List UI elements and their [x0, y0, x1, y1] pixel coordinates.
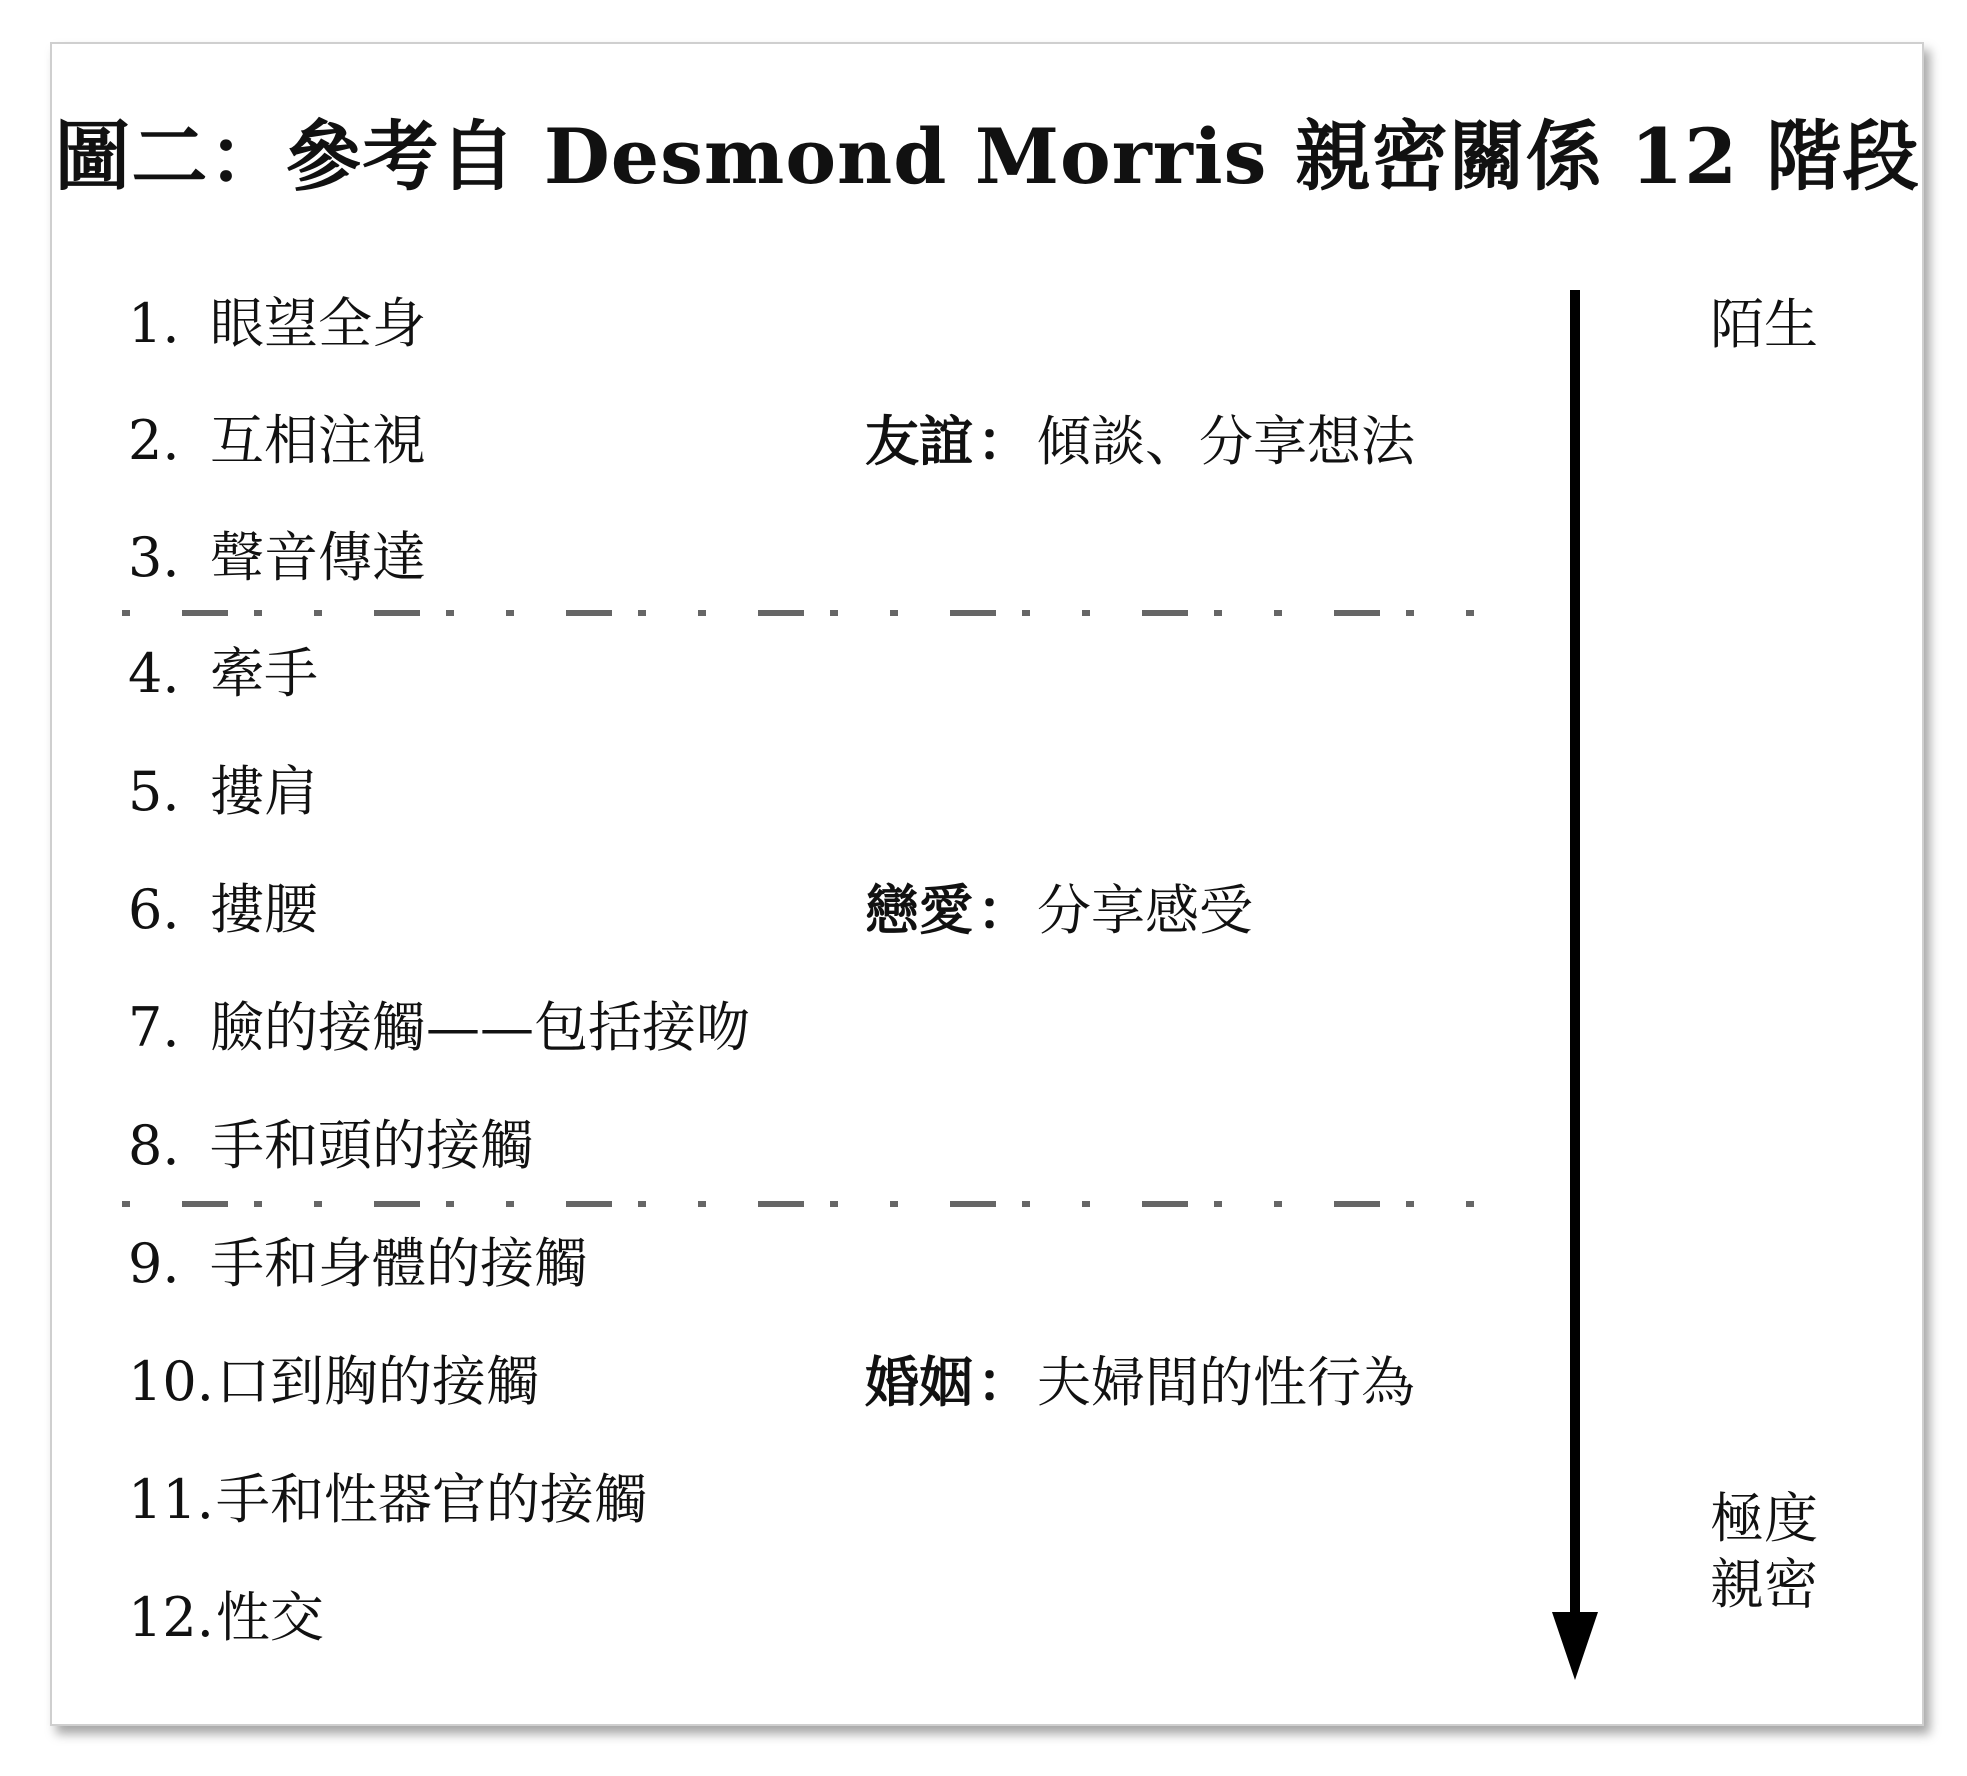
- stage-text: 眼望全身: [210, 292, 426, 355]
- stage-number: 3.: [128, 526, 180, 589]
- diagram-title: 圖二：參考自 Desmond Morris 親密關係 12 階段: [54, 112, 1920, 201]
- stage-number: 12.: [128, 1586, 214, 1649]
- stage-number: 7.: [128, 996, 180, 1059]
- stage-number: 10.: [128, 1350, 214, 1413]
- arrow-end-label-line2: 親密: [1710, 1553, 1818, 1616]
- phase-colon: ：: [977, 1350, 1031, 1414]
- intimacy-arrow-icon: [1550, 290, 1600, 1680]
- stage-number: 1.: [128, 292, 180, 355]
- stage-number: 4.: [128, 642, 180, 705]
- phase-description: 傾談、分享想法: [1037, 410, 1415, 473]
- stage-text: 臉的接觸——包括接吻: [210, 996, 750, 1059]
- stage-number: 9.: [128, 1232, 180, 1295]
- stage-number: 6.: [128, 878, 180, 941]
- phase-marriage: [865, 1350, 1415, 1415]
- stage-text: 性交: [215, 1586, 324, 1649]
- stage-item-11: [128, 1468, 648, 1532]
- phase-name: 婚姻: [865, 1350, 973, 1414]
- stage-item-2: [128, 409, 426, 473]
- stage-item-1: [128, 292, 426, 356]
- arrow-end-label-line1: 極度: [1710, 1487, 1818, 1550]
- stage-item-4: [128, 642, 318, 706]
- stage-item-12: [128, 1586, 324, 1650]
- stage-item-6: [128, 878, 318, 942]
- stage-text: 手和性器官的接觸: [215, 1468, 648, 1531]
- phase-description: 分享感受: [1037, 879, 1253, 942]
- stage-text: 口到胸的接觸: [215, 1350, 540, 1413]
- stage-item-7: [128, 996, 750, 1060]
- stage-item-3: [128, 526, 426, 590]
- stage-text: 手和身體的接觸: [210, 1232, 588, 1295]
- stage-text: 摟肩: [210, 760, 318, 823]
- phase-colon: ：: [977, 409, 1031, 473]
- stage-item-10: [128, 1350, 540, 1414]
- phase-divider-2: [122, 1200, 1478, 1208]
- stage-text: 手和頭的接觸: [210, 1114, 534, 1177]
- stage-text: 牽手: [210, 642, 318, 705]
- stage-text: 聲音傳達: [210, 526, 426, 589]
- phase-colon: ：: [977, 878, 1031, 942]
- phase-divider-1: [122, 609, 1478, 617]
- stage-item-5: [128, 760, 318, 824]
- phase-description: 夫婦間的性行為: [1037, 1351, 1415, 1414]
- phase-name: 友誼: [865, 409, 973, 473]
- stage-text: 摟腰: [210, 878, 318, 941]
- stage-item-8: [128, 1114, 534, 1178]
- stage-number: 8.: [128, 1114, 180, 1177]
- stage-number: 5.: [128, 760, 180, 823]
- stage-number: 2.: [128, 409, 180, 472]
- arrow-start-label: 陌生: [1710, 293, 1818, 356]
- stage-item-9: [128, 1232, 588, 1296]
- phase-romance: [865, 878, 1253, 943]
- phase-name: 戀愛: [865, 878, 973, 942]
- stage-number: 11.: [128, 1468, 214, 1531]
- stage-text: 互相注視: [210, 409, 426, 472]
- diagram-card: [50, 42, 1924, 1726]
- phase-friendship: [865, 409, 1415, 474]
